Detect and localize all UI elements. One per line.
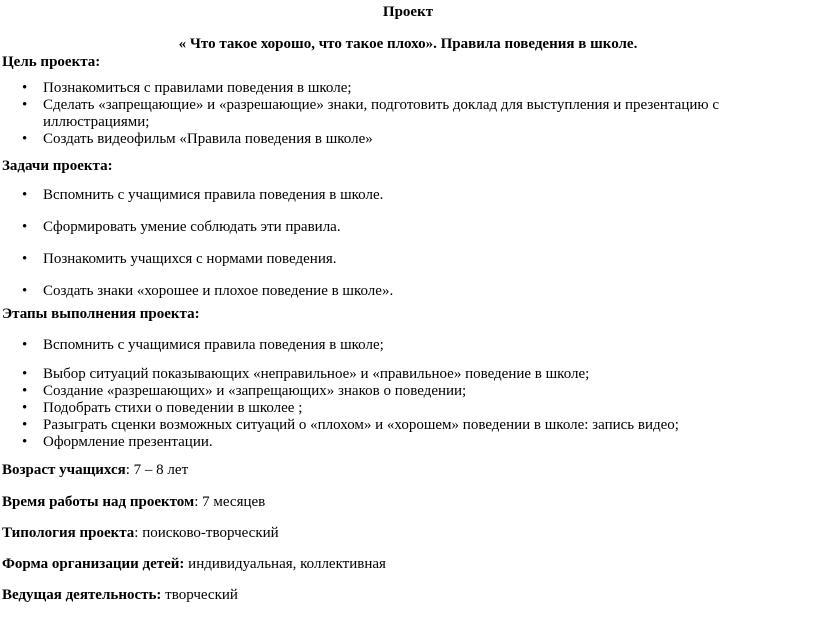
list-item: [22, 219, 814, 236]
info-duration: [2, 494, 265, 511]
bullet-icon: •: [22, 366, 28, 382]
bullet-icon: •: [22, 337, 28, 353]
list-item: [22, 434, 814, 451]
info-label: Время работы над проектом: [2, 494, 195, 510]
list-item: [22, 337, 814, 354]
tasks-list: [22, 187, 814, 300]
info-age: [2, 462, 188, 479]
stages-heading: Этапы выполнения проекта:: [2, 306, 200, 322]
list-item-text: Вспомнить с учащимися правила поведения в школе;: [43, 337, 384, 353]
goal-heading: Цель проекта:: [2, 54, 101, 70]
list-item: [22, 283, 814, 300]
stages-list: [22, 337, 814, 451]
bullet-icon: •: [22, 219, 28, 235]
list-item-text: Вспомнить с учащимися правила поведения в школе.: [43, 187, 384, 203]
info-label: Возраст учащихся: [2, 462, 126, 478]
list-item-text: Создание «разрешающих» и «запрещающих» знаков о поведении;: [43, 383, 467, 399]
bullet-icon: •: [22, 383, 28, 399]
bullet-icon: •: [22, 97, 28, 113]
page-title: Проект: [382, 4, 434, 20]
bullet-icon: •: [22, 187, 28, 203]
list-item-text: Познакомить учащихся с нормами поведения.: [43, 251, 337, 267]
project-subtitle: « Что такое хорошо, что такое плохо». Правила поведения в школе.: [178, 36, 638, 52]
list-item-text: Сделать «запрещающие» и «разрешающие» знаки, подготовить доклад для выступления и презентацию с иллюстрациями;: [43, 97, 720, 130]
goal-list: [22, 80, 814, 148]
list-item: [22, 131, 814, 148]
info-value: : 7 месяцев: [194, 494, 266, 510]
info-label: Ведущая деятельность:: [2, 587, 162, 603]
bullet-icon: •: [22, 400, 28, 416]
info-label: Типология проекта: [2, 525, 135, 541]
info-value: творческий: [161, 587, 238, 603]
info-value: : 7 – 8 лет: [125, 462, 189, 478]
list-item-text: Оформление презентации.: [43, 434, 213, 450]
list-item: [22, 187, 814, 204]
list-item: [22, 80, 814, 97]
list-item: [22, 417, 814, 434]
list-item: [22, 400, 814, 417]
bullet-icon: •: [22, 131, 28, 147]
list-item: [22, 97, 814, 131]
info-value: : поисково-творческий: [134, 525, 279, 541]
list-item-text: Выбор ситуаций показывающих «неправильное» и «правильное» поведение в школе;: [43, 366, 590, 382]
info-organization: [2, 556, 386, 573]
list-item-text: Создать знаки «хорошее и плохое поведение в школе».: [43, 283, 394, 299]
list-item: [22, 366, 814, 383]
list-item-text: Подобрать стихи о поведении в школее ;: [43, 400, 303, 416]
info-value: индивидуальная, коллективная: [184, 556, 386, 572]
info-activity: [2, 587, 238, 604]
bullet-icon: •: [22, 417, 28, 433]
info-typology: [2, 525, 279, 542]
list-item-text: Разыграть сценки возможных ситуаций о «плохом» и «хорошем» поведении в школе: запись видео;: [43, 417, 679, 433]
info-label: Форма организации детей:: [2, 556, 185, 572]
list-item-text: Создать видеофильм «Правила поведения в школе»: [43, 131, 373, 147]
list-item: [22, 251, 814, 268]
tasks-heading: Задачи проекта:: [2, 158, 113, 174]
bullet-icon: •: [22, 251, 28, 267]
list-item: [22, 383, 814, 400]
list-item-text: Познакомиться с правилами поведения в школе;: [43, 80, 352, 96]
bullet-icon: •: [22, 434, 28, 450]
list-item-text: Сформировать умение соблюдать эти правила.: [43, 219, 341, 235]
bullet-icon: •: [22, 283, 28, 299]
bullet-icon: •: [22, 80, 28, 96]
